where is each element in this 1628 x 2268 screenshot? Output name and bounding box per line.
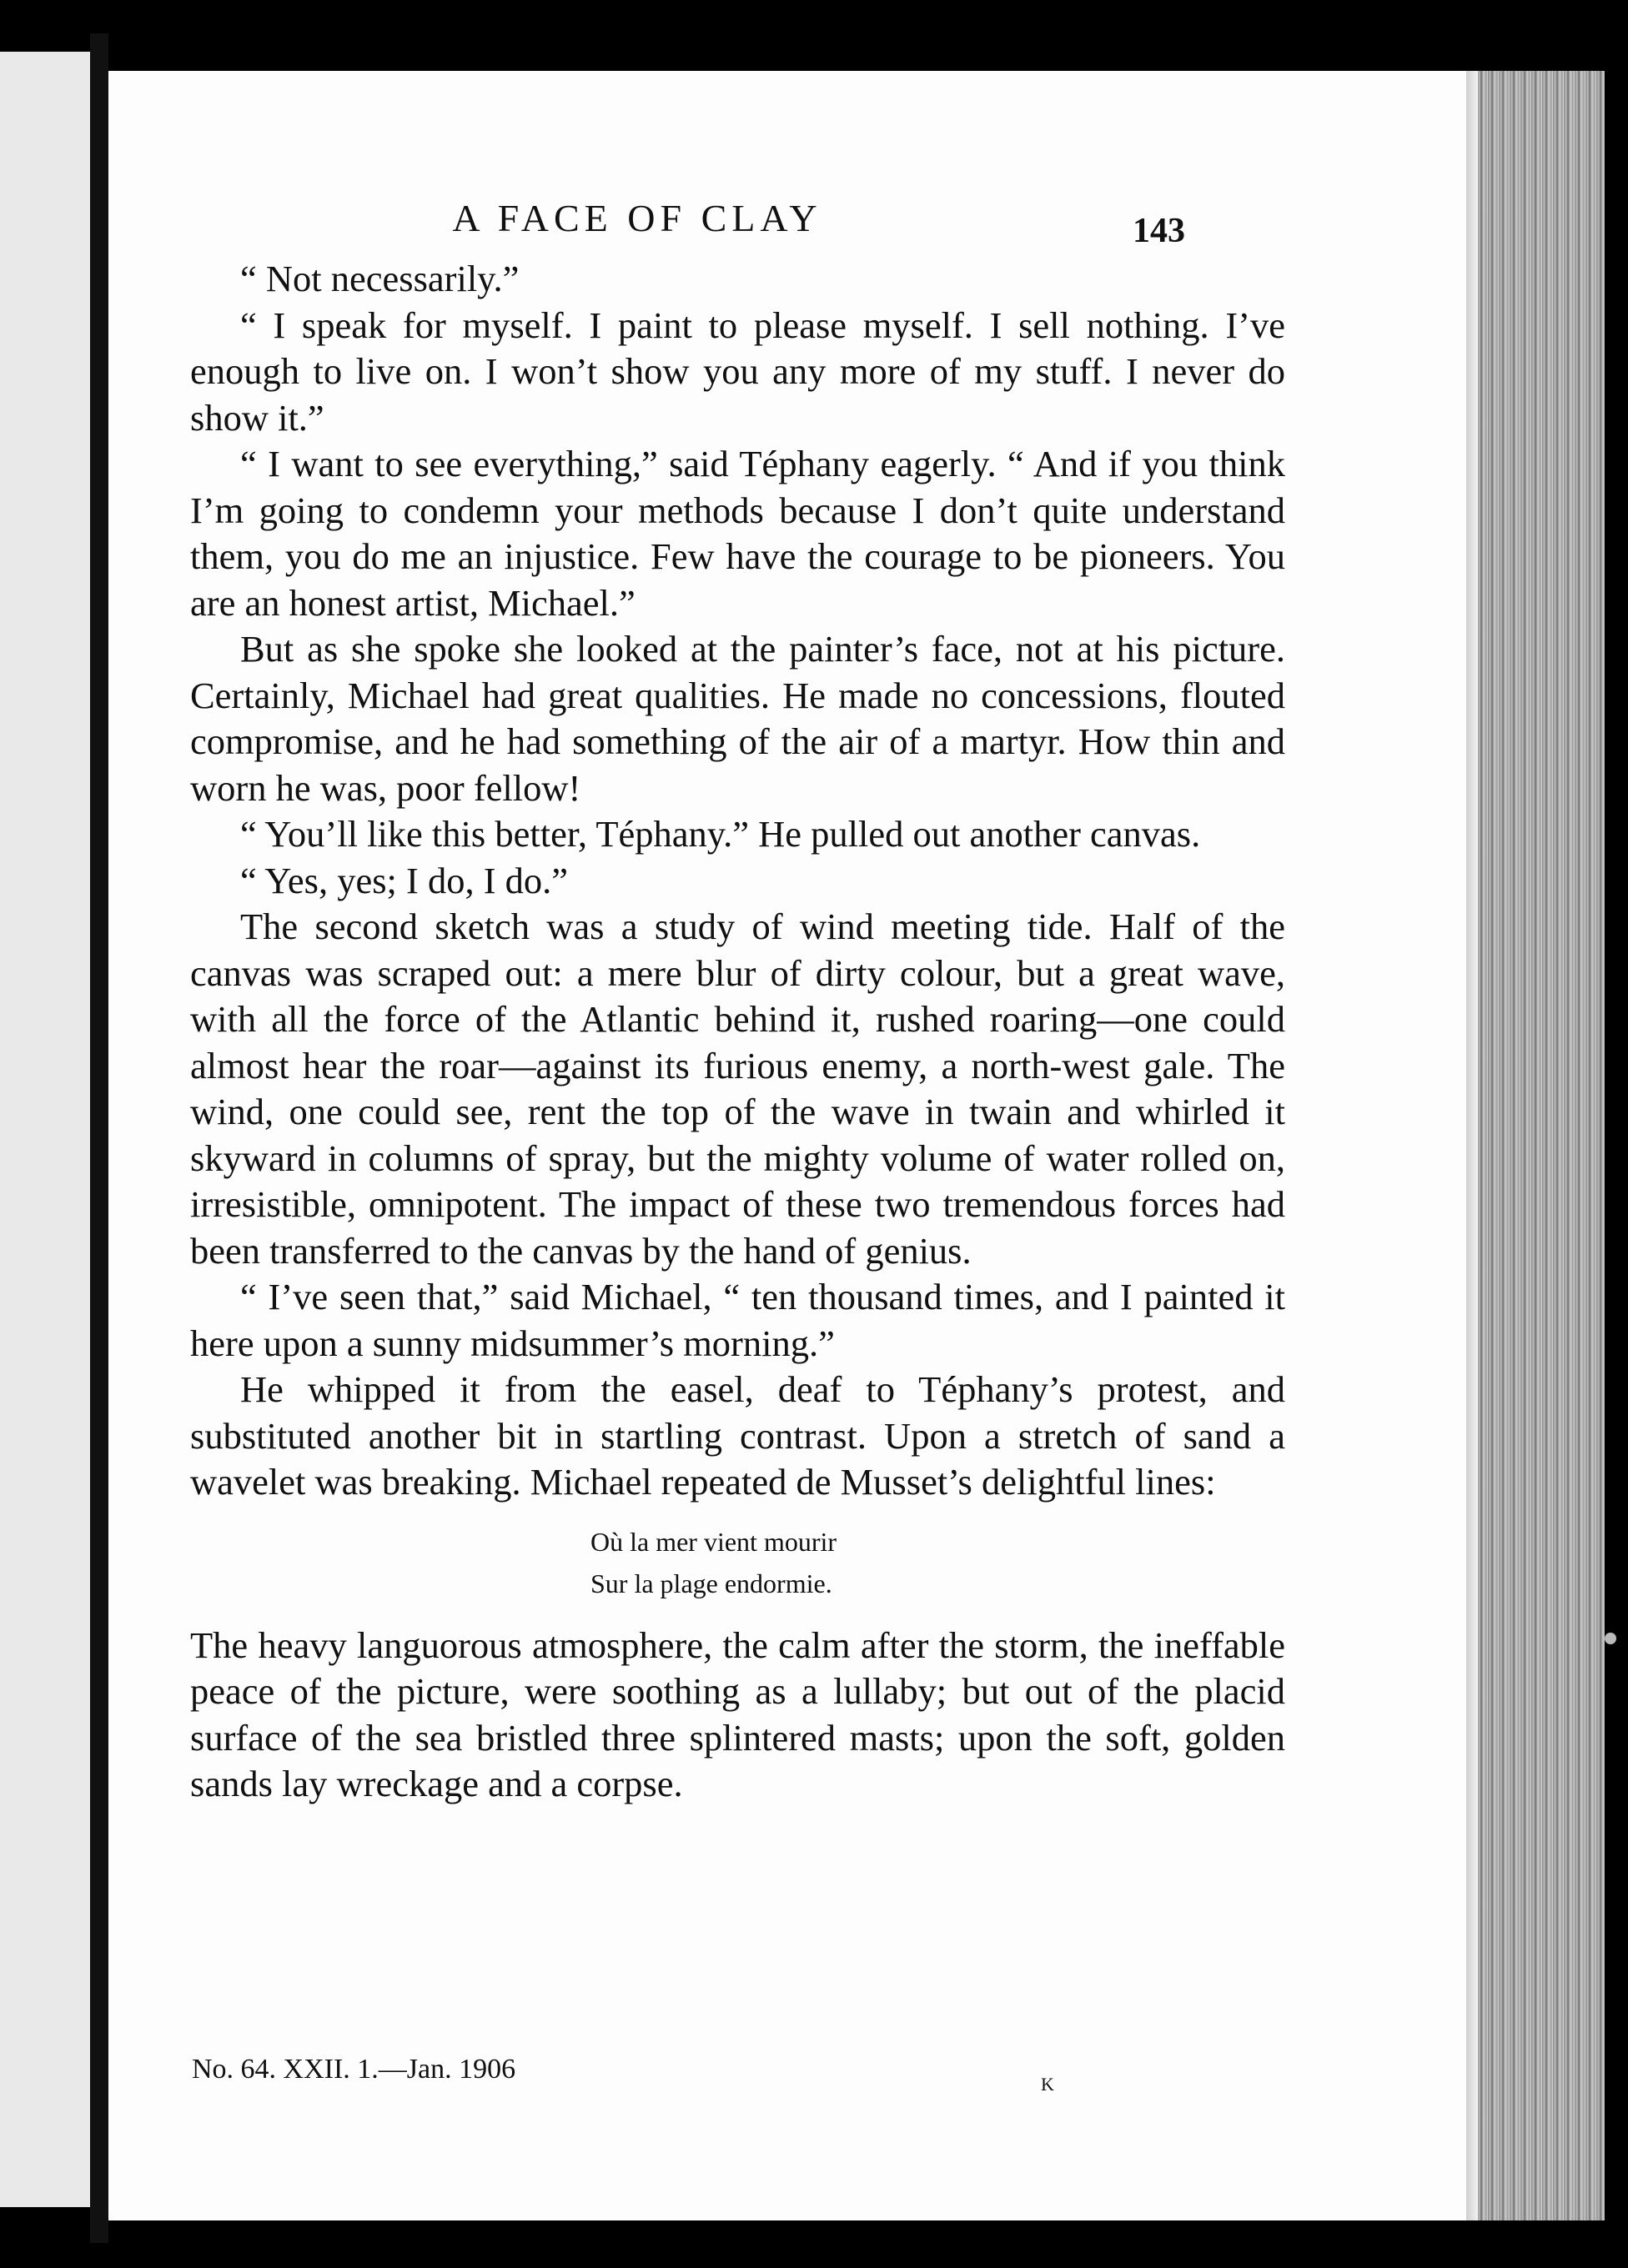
closing-section	[190, 1623, 1285, 1808]
paragraph: But as she spoke she looked at the painter’s face, not at his picture. Certainly, Michael had great qualities. He made no concessions, flouted compromise, and he had something of the air of a martyr. How thin and worn he was, poor fellow!	[190, 628, 1285, 809]
signature-mark: K	[1041, 2074, 1054, 2095]
paragraph: He whipped it from the easel, deaf to Téphany’s protest, and substituted another bit in startling contrast. Upon a stretch of sand a wavelet was breaking. Michael repeated de Musset’s delightful lines:	[190, 1368, 1285, 1503]
paragraph: “ I want to see everything,” said Téphany eagerly. “ And if you think I’m going to condemn your methods because I don’t quite understand them, you do me an injustice. Few have the courage to be pioneers. You are an honest artist, Michael.”	[190, 443, 1285, 624]
paragraph: “ Not necessarily.”	[240, 258, 520, 299]
page-text-area	[108, 71, 1466, 2220]
paragraph: “ You’ll like this better, Téphany.” He pulled out another canvas.	[240, 813, 1201, 855]
verse-quote	[190, 1521, 1285, 1604]
page-body	[190, 256, 1285, 1808]
page-edge-shadow	[1466, 71, 1478, 2220]
paragraph: “ I speak for myself. I paint to please myself. I sell nothing. I’ve enough to live on. I won’t show you any more of my stuff. I never do show it.”	[190, 304, 1285, 439]
paragraph: The second sketch was a study of wind meeting tide. Half of the canvas was scraped out: a mere blur of dirty colour, but a great wave, with all the force of the Atlantic behind it, rushed roaring—one could almost hear the roar—against its furious enemy, a north-west gale. The wind, one could see, rent the top of the wave in twain and whirled it skyward in columns of spray, but the mighty volume of water rolled on, irresistible, omnipotent. The impact of these two tremendous forces had been transferred to the canvas by the hand of genius.	[190, 906, 1285, 1272]
imprint-line: No. 64. XXII. 1.—Jan. 1906	[192, 2054, 516, 2085]
facing-page-edge	[0, 52, 90, 2207]
binding-rivet	[1605, 1633, 1616, 1644]
verse-line: Sur la plage endormie.	[590, 1568, 832, 1598]
book-gutter	[90, 33, 108, 2243]
paragraph: “ I’ve seen that,” said Michael, “ ten thousand times, and I painted it here upon a sunny midsummer’s morning.”	[190, 1276, 1285, 1364]
paragraph: “ Yes, yes; I do, I do.”	[240, 859, 569, 901]
book-page	[108, 71, 1466, 2220]
verse-line: Où la mer vient mourir	[590, 1526, 837, 1557]
paragraph: The heavy languorous atmosphere, the calm after the storm, the ineffable peace of the picture, were soothing as a lullaby; but out of the placid surface of the sea bristled three splintered masts; upon the soft, golden sands lay wreckage and a corpse.	[190, 1623, 1285, 1804]
running-title: A FACE OF CLAY	[452, 197, 822, 239]
page-number: 143	[1133, 212, 1185, 250]
page-edge-stack	[1466, 71, 1605, 2220]
